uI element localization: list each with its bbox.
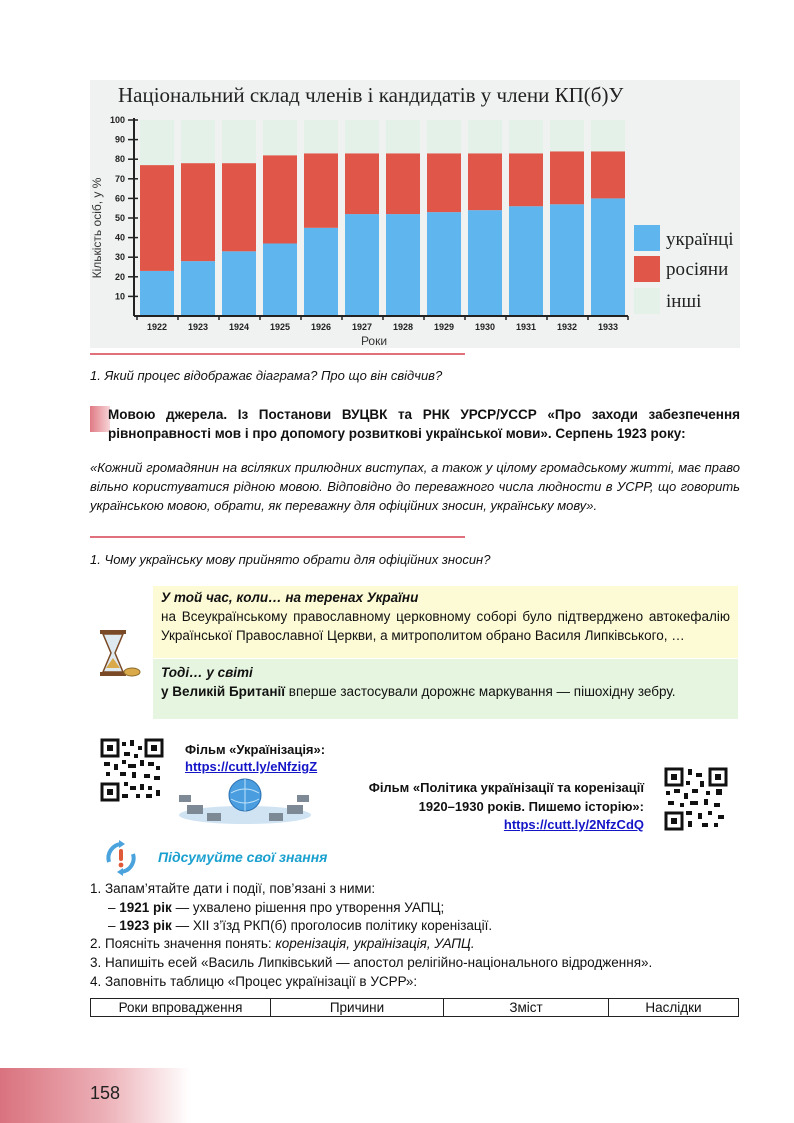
task-2-prefix: 2. Поясніть значення понять: [90,936,276,951]
legend-label-others: інші [666,291,702,312]
bar-russians-1928 [386,153,420,214]
film2-title-line1: Фільм «Політика українізації та коренізації [368,780,644,795]
task-2-terms: коренізація, українізація, УАПЦ. [275,936,475,951]
task-1: 1. Запам’ятайте дати і події, пов’язані з ними: [90,881,376,896]
bar-ukrainians-1931 [509,206,543,316]
task-1a-year: 1921 рік [119,900,172,915]
meanwhile-ukraine-box [153,586,738,658]
bar-others-1931 [509,120,543,153]
meanwhile-world-box [153,659,738,719]
x-tick-label: 1926 [310,322,332,332]
chart-title: Національний склад членів і кандидатів у члени КП(б)У [118,83,624,107]
bar-ukrainians-1926 [304,228,338,316]
bar-others-1925 [263,120,297,155]
x-tick-label: 1923 [187,322,209,332]
bar-russians-1922 [140,165,174,271]
qr-code-icon[interactable] [664,767,728,831]
qr-code-icon[interactable] [100,738,164,802]
bar-ukrainians-1925 [263,243,297,316]
bar-ukrainians-1927 [345,214,379,316]
source-question: 1. Чому українську мову прийнято обрати для офіційних зносин? [90,552,491,567]
legend-swatch-others [634,288,660,314]
bar-others-1932 [550,120,584,151]
meanwhile-world-heading: Тоді… у світі [161,665,253,680]
source-heading: Мовою джерела. Із Постанови ВУЦВК та РНК УРСР/УССР «Про заходи забезпечення рівноправності мов і про допомогу розвиткові української мови». Серпень 1923 року: [108,407,740,441]
y-tick-label: 30 [114,252,125,263]
task-1b-year: 1923 рік [119,918,172,933]
bar-others-1930 [468,120,502,153]
x-tick-label: 1925 [269,322,291,332]
film1-title: Фільм «Українізація»: [185,742,326,757]
x-tick-label: 1922 [146,322,168,332]
x-tick-label: 1927 [351,322,373,332]
meanwhile-ukraine-text: на Всеукраїнському православному церковному соборі було підтверджено автокефалію Української Православної Церкви, а митрополитом обрано Василя Липківського, … [161,609,730,643]
bar-russians-1931 [509,153,543,206]
meanwhile-world-country: у Великій Британії [161,684,286,699]
bar-ukrainians-1932 [550,204,584,316]
hourglass-icon [92,628,142,680]
bar-ukrainians-1924 [222,251,256,316]
bar-others-1922 [140,120,174,165]
x-tick-label: 1931 [515,322,537,332]
x-tick-label: 1928 [392,322,414,332]
bar-russians-1925 [263,155,297,243]
bar-others-1928 [386,120,420,153]
bar-russians-1930 [468,153,502,210]
bar-russians-1932 [550,151,584,204]
x-tick-label: 1932 [556,322,578,332]
ukrainization-table [90,998,739,1017]
bar-ukrainians-1930 [468,210,502,316]
bar-others-1929 [427,120,461,153]
bar-ukrainians-1923 [181,261,215,316]
film2-link[interactable]: https://cutt.ly/2NfzCdQ [503,817,644,832]
x-tick-label: 1924 [228,322,250,332]
bar-ukrainians-1928 [386,214,420,316]
bar-ukrainians-1933 [591,198,625,316]
task-2 [90,935,475,953]
table-header-cell: Зміст [444,999,609,1017]
bar-others-1923 [181,120,215,163]
source-marker [90,406,110,432]
bar-russians-1933 [591,151,625,198]
task-1a: – 1921 рік — ухвалено рішення про утворення УАПЦ; [108,900,445,915]
bar-russians-1926 [304,153,338,227]
meanwhile-world-paragraph [153,682,738,701]
bar-russians-1929 [427,153,461,212]
meanwhile-ukraine-heading: У той час, коли… на теренах України [161,590,419,605]
table-header-cell: Причини [271,999,444,1017]
y-tick-label: 60 [114,193,125,204]
task-1a-text: — ухвалено рішення про утворення УАПЦ; [171,900,445,915]
y-tick-label: 100 [109,115,125,125]
y-tick-label: 90 [114,134,125,145]
table-header-row [91,999,739,1017]
bar-others-1926 [304,120,338,153]
task-1b: – 1923 рік — ХІІ з’їзд РКП(б) проголосив політику коренізації. [108,918,493,933]
exclamation-icon [101,838,141,878]
divider [90,353,465,355]
x-tick-label: 1930 [474,322,496,332]
bar-others-1933 [591,120,625,151]
chart-question: 1. Який процес відображає діаграма? Про що він свідчив? [90,368,443,383]
legend-label-ukrainians: українці [666,229,734,250]
legend-swatch-russians [634,256,660,282]
x-tick-label: 1933 [597,322,619,332]
y-tick-label: 70 [114,173,125,184]
bar-russians-1927 [345,153,379,214]
task-4: 4. Заповніть таблицю «Процес українізації в УСРР»: [90,974,418,989]
y-tick-label: 10 [114,291,125,302]
x-axis-label: Роки [360,334,388,348]
legend-swatch-ukrainians [634,225,660,251]
source-quote: «Кожний громадянин на всіляких прилюдних виступах, а також у цілому громадському житті, має право вільно користуватися рідною мовою. Відповідно до переважного числа людности в УСРР, що говорить українською мовою, обрати, як переважну для офіційних зносин, українську мову». [90,460,740,513]
bar-ukrainians-1929 [427,212,461,316]
table-header-cell: Роки впровадження [91,999,271,1017]
bar-russians-1923 [181,163,215,261]
x-tick-label: 1929 [433,322,455,332]
table-header-cell: Наслідки [609,999,739,1017]
y-tick-label: 20 [114,271,125,282]
network-icon [173,775,315,825]
bar-others-1924 [222,120,256,163]
task-3: 3. Напишіть есей «Василь Липківський — апостол релігійно-національного відродження». [90,955,653,970]
y-tick-label: 80 [114,154,125,165]
y-tick-label: 40 [114,232,125,243]
bar-russians-1924 [222,163,256,251]
bar-others-1927 [345,120,379,153]
page-number: 158 [90,1083,121,1103]
divider [90,536,465,538]
summary-title: Підсумуйте свої знання [158,849,328,865]
y-tick-label: 50 [114,213,125,223]
film2-title-line2: 1920–1930 років. Пишемо історію»: [418,799,644,814]
task-1b-text: — ХІІ з’їзд РКП(б) проголосив політику коренізації. [171,918,493,933]
meanwhile-world-text: вперше застосували дорожнє маркування — пішохідну зебру. [285,684,676,699]
y-axis-label: Кількість осіб, у % [90,177,104,279]
film1-link[interactable]: https://cutt.ly/eNfzigZ [185,759,318,774]
legend-label-russians: росіяни [666,259,729,280]
bar-ukrainians-1922 [140,271,174,316]
